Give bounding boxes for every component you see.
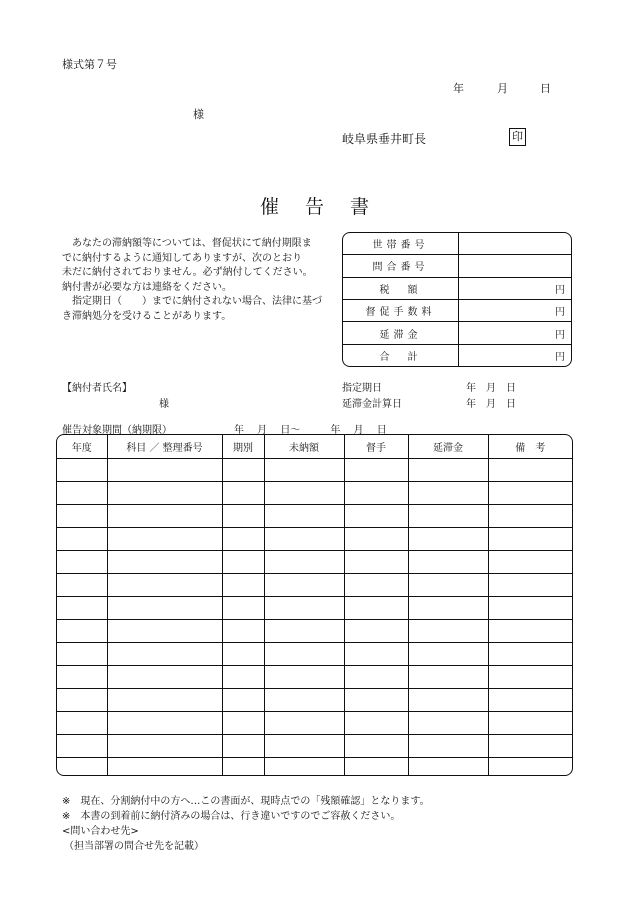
intro-line: でに納付するように通知してありますが、次のとおり <box>62 252 302 264</box>
table-cell <box>344 528 408 551</box>
table-cell <box>264 735 344 758</box>
summary-label: 延滞金 <box>343 322 459 344</box>
recipient-suffix: 様 <box>193 108 204 121</box>
note-already-paid: ※ 本書の到着前に納付済みの場合は、行き違いですのでご容赦ください。 <box>62 811 401 822</box>
table-cell <box>222 643 264 666</box>
table-cell <box>408 574 488 597</box>
table-cell <box>408 505 488 528</box>
summary-value: 円 <box>459 322 572 344</box>
note-installment: ※ 現在、分割納付中の方へ…この書面が、現時点での「残額確認」となります。 <box>62 796 430 807</box>
table-cell <box>107 551 222 574</box>
table-row <box>57 666 572 689</box>
table-cell <box>488 643 572 666</box>
seal-stamp: 印 <box>509 128 526 146</box>
designated-date-label: 指定期日 <box>342 383 382 394</box>
table-cell <box>57 459 107 482</box>
table-cell <box>488 689 572 712</box>
intro-line: 未だに納付されておりません。必ず納付してください。 <box>62 267 313 279</box>
table-cell <box>107 597 222 620</box>
date-month: 月 <box>497 82 508 95</box>
table-cell <box>264 505 344 528</box>
table-cell <box>344 712 408 735</box>
table-cell <box>222 735 264 758</box>
table-cell <box>344 758 408 777</box>
payer-suffix: 様 <box>159 399 169 410</box>
table-cell <box>488 505 572 528</box>
table-cell <box>408 459 488 482</box>
table-cell <box>488 528 572 551</box>
table-cell <box>222 482 264 505</box>
contact-label: <問い合わせ先> <box>62 826 139 837</box>
table-cell <box>57 505 107 528</box>
table-cell <box>264 551 344 574</box>
table-cell <box>264 689 344 712</box>
table-cell <box>57 620 107 643</box>
table-cell <box>57 689 107 712</box>
table-cell <box>344 459 408 482</box>
table-cell <box>264 574 344 597</box>
table-row <box>57 758 572 777</box>
table-cell <box>408 758 488 777</box>
intro-line: 納付書が必要な方は連絡をください。 <box>62 281 232 293</box>
table-cell <box>408 597 488 620</box>
arrears-table <box>56 434 573 776</box>
table-cell <box>57 482 107 505</box>
table-cell <box>57 597 107 620</box>
table-cell <box>344 643 408 666</box>
table-row <box>57 597 572 620</box>
table-cell <box>107 689 222 712</box>
table-cell <box>222 712 264 735</box>
table-cell <box>344 505 408 528</box>
table-row <box>57 574 572 597</box>
table-cell <box>57 551 107 574</box>
table-row <box>57 482 572 505</box>
table-cell <box>107 712 222 735</box>
table-cell <box>408 482 488 505</box>
table-cell <box>408 528 488 551</box>
table-cell <box>57 712 107 735</box>
summary-value: 円 <box>555 351 565 363</box>
period-label: 催告対象期間（納期限） <box>62 425 172 436</box>
table-cell <box>488 597 572 620</box>
table-cell <box>344 689 408 712</box>
table-cell <box>222 689 264 712</box>
column-header-dunning-fee: 督手 <box>344 435 408 459</box>
late-fee-calc-date-label: 延滞金計算日 <box>342 399 402 410</box>
table-cell <box>107 620 222 643</box>
table-cell <box>344 482 408 505</box>
column-header-item-number: 科目 ／ 整理番号 <box>107 435 222 459</box>
table-cell <box>408 689 488 712</box>
table-cell <box>264 597 344 620</box>
table-cell <box>408 643 488 666</box>
issuer-name: 岐阜県垂井町長 <box>342 132 427 146</box>
table-cell <box>222 574 264 597</box>
date-year: 年 <box>453 82 464 95</box>
table-cell <box>344 597 408 620</box>
table-cell <box>222 551 264 574</box>
table-row <box>57 712 572 735</box>
table-cell <box>107 459 222 482</box>
date-day: 日 <box>540 82 551 95</box>
column-header-late-fee: 延滞金 <box>408 435 488 459</box>
table-cell <box>264 482 344 505</box>
intro-line: き滞納処分を受けることがあります。 <box>62 310 232 322</box>
summary-label: 督促手数料 <box>343 299 459 321</box>
form-number: 様式第７号 <box>62 58 117 71</box>
table-cell <box>488 482 572 505</box>
table-cell <box>107 482 222 505</box>
table-cell <box>107 505 222 528</box>
table-row <box>57 528 572 551</box>
table-cell <box>222 758 264 777</box>
document-title: 催告書 <box>260 196 396 218</box>
column-header-period: 期別 <box>222 435 264 459</box>
table-cell <box>264 620 344 643</box>
payer-name-label: 【納付者氏名】 <box>62 383 132 394</box>
table-row <box>57 459 572 482</box>
table-cell <box>222 620 264 643</box>
table-cell <box>488 758 572 777</box>
table-cell <box>57 643 107 666</box>
table-cell <box>344 735 408 758</box>
table-cell <box>107 643 222 666</box>
table-cell <box>408 666 488 689</box>
summary-value <box>459 255 572 277</box>
table-cell <box>408 551 488 574</box>
table-cell <box>264 459 344 482</box>
table-row <box>57 643 572 666</box>
table-cell <box>344 574 408 597</box>
summary-label: 問合番号 <box>343 255 459 277</box>
table-cell <box>107 666 222 689</box>
table-cell <box>222 505 264 528</box>
table-cell <box>222 666 264 689</box>
column-header-fiscal-year: 年度 <box>57 435 107 459</box>
table-cell <box>264 528 344 551</box>
table-cell <box>344 666 408 689</box>
table-row <box>57 505 572 528</box>
column-header-unpaid: 未納額 <box>264 435 344 459</box>
table-row <box>57 551 572 574</box>
table-cell <box>264 758 344 777</box>
table-cell <box>408 735 488 758</box>
table-cell <box>57 574 107 597</box>
table-row <box>57 620 572 643</box>
table-cell <box>107 758 222 777</box>
table-cell <box>57 758 107 777</box>
table-cell <box>488 666 572 689</box>
table-cell <box>57 735 107 758</box>
table-cell <box>488 574 572 597</box>
table-cell <box>222 459 264 482</box>
summary-value: 円 <box>459 277 572 299</box>
table-row <box>57 735 572 758</box>
intro-line: 指定期日（ ）までに納付されない場合、法律に基づ <box>72 296 322 308</box>
table-cell <box>264 643 344 666</box>
table-cell <box>222 597 264 620</box>
intro-paragraph <box>62 237 322 325</box>
summary-value <box>459 233 572 255</box>
table-cell <box>264 666 344 689</box>
table-cell <box>344 620 408 643</box>
summary-label: 世帯番号 <box>343 233 459 255</box>
table-cell <box>264 712 344 735</box>
table-cell <box>488 620 572 643</box>
table-cell <box>408 620 488 643</box>
summary-box <box>342 232 572 367</box>
intro-line: あなたの滞納額等については、督促状にて納付期限ま <box>72 238 312 249</box>
late-fee-calc-date-value: 年 月 日 <box>466 399 516 410</box>
table-cell <box>408 712 488 735</box>
table-cell <box>107 528 222 551</box>
column-header-remarks: 備 考 <box>488 435 572 459</box>
table-cell <box>107 574 222 597</box>
table-cell <box>488 459 572 482</box>
table-cell <box>222 528 264 551</box>
designated-date-value: 年 月 日 <box>466 383 516 394</box>
table-cell <box>488 551 572 574</box>
table-cell <box>107 735 222 758</box>
table-cell <box>488 735 572 758</box>
summary-label: 合 計 <box>343 344 459 366</box>
table-row <box>57 689 572 712</box>
table-cell <box>488 712 572 735</box>
summary-value: 円 <box>459 299 572 321</box>
table-cell <box>57 666 107 689</box>
table-cell <box>57 528 107 551</box>
contact-note: （担当部署の問合せ先を記載） <box>64 841 204 852</box>
summary-label: 税 額 <box>343 277 459 299</box>
period-range: 年 月 日～ 年 月 日 <box>234 425 387 436</box>
table-cell <box>344 551 408 574</box>
